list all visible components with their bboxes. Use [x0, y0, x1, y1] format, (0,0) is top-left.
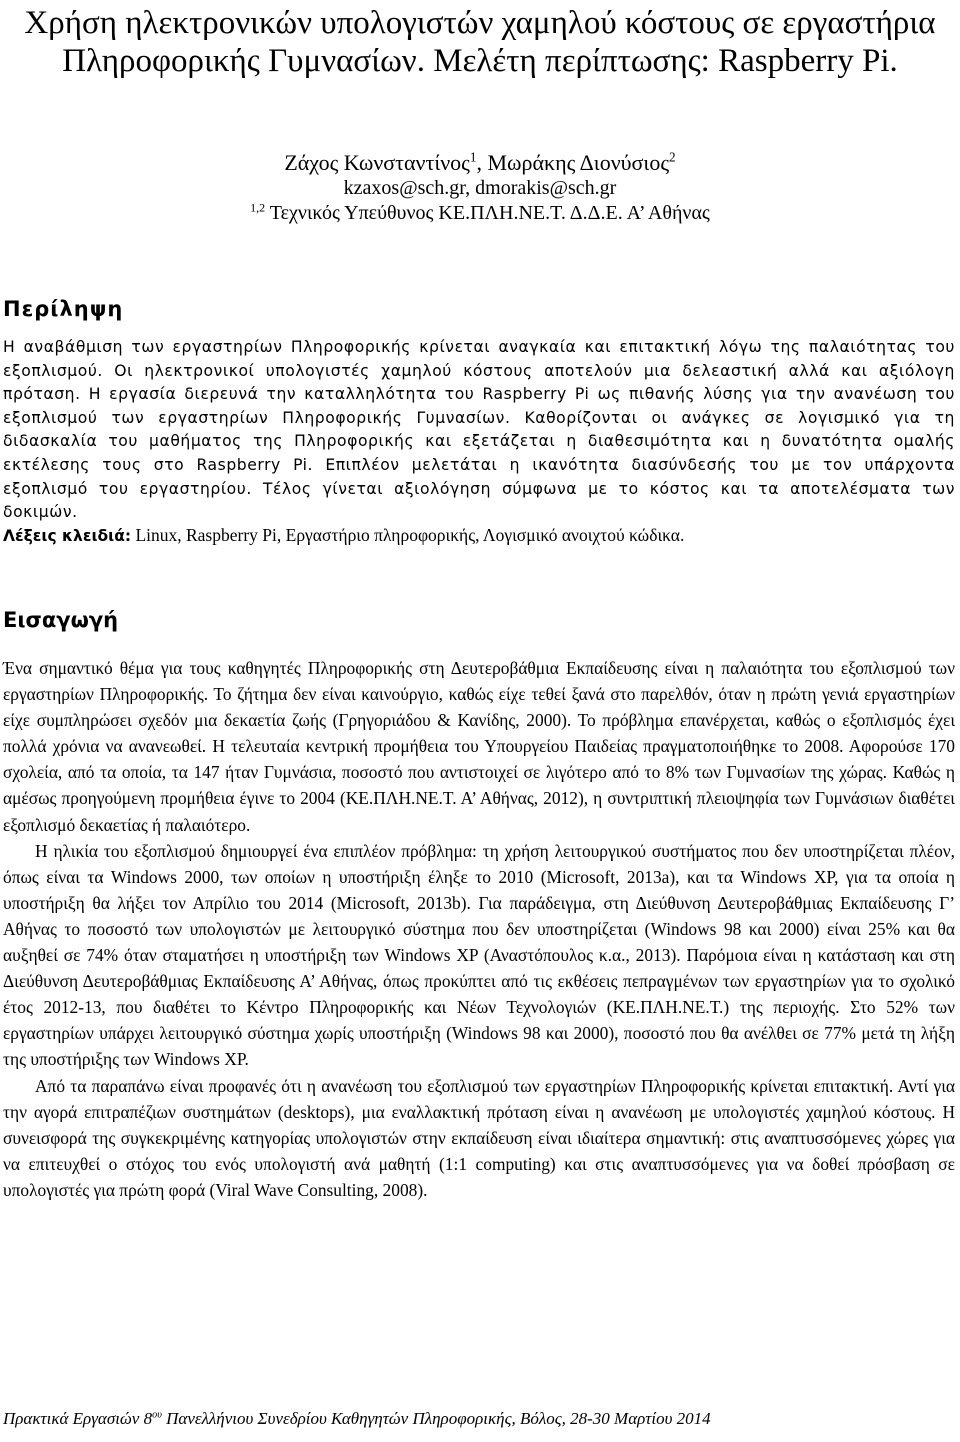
keywords-text: Linux, Raspberry Pi, Εργαστήριο πληροφορικής, Λογισμικό ανοιχτού κώδικα.	[131, 525, 685, 545]
author-1: Ζάχος Κωνσταντίνος	[284, 150, 470, 175]
affiliation-line	[0, 201, 960, 225]
introduction-heading: Εισαγωγή	[3, 608, 119, 632]
introduction-body	[3, 655, 955, 1203]
footer-ordinal: ου	[152, 1409, 162, 1421]
paper-title: Χρήση ηλεκτρονικών υπολογιστών χαμηλού κόστους σε εργαστήρια Πληροφορικής Γυμνασίων. Μελέτη περίπτωσης: Raspberry Pi.	[24, 5, 936, 79]
abstract-text: Η αναβάθμιση των εργαστηρίων Πληροφορικής κρίνεται αναγκαία και επιτακτική λόγω της παλαιότητας του εξοπλισμού. Οι ηλεκτρονικοί υπολογιστές χαμηλού κόστους αποτελούν μια δελεαστική αλλά και αξιόλογη πρόταση. Η εργασία διερευνά την καταλληλότητα του Raspberry Pi ως πιθανής λύσης για την ανανέωση του εξοπλισμού των εργαστηρίων Πληροφορικής Γυμνασίων. Καθορίζονται οι ανάγκες σε λογισμικό για τη διδασκαλία του μαθήματος της Πληροφορικής και εξετάζεται η διαθεσιμότητα και η δυνατότητα ομαλής εκτέλεσης τους στο Raspberry Pi. Επιπλέον μελετάται η ικανότητα διασύνδεσής του με τον υπάρχοντα εξοπλισμό του εργαστηρίου. Τέλος γίνεται αξιολόγηση σύμφωνα με το κόστος και τα αποτελέσματα των δοκιμών.	[3, 338, 955, 522]
footer-text-start: Πρακτικά Εργασιών 8	[3, 1409, 153, 1428]
author-2: Μωράκης Διονύσιος	[487, 150, 670, 175]
keywords-label: Λέξεις κλειδιά:	[3, 527, 132, 545]
author-separator: ,	[476, 150, 488, 175]
author-1-affiliation-mark: 1	[469, 149, 477, 165]
author-emails: kzaxos@sch.gr, dmorakis@sch.gr	[343, 177, 617, 199]
footer-text-end: Πανελλήνιου Συνεδρίου Καθηγητών Πληροφορικής, Βόλος, 28-30 Μαρτίου 2014	[161, 1409, 711, 1428]
affiliation-mark: 1,2	[250, 200, 266, 215]
abstract-heading: Περίληψη	[3, 297, 124, 321]
keywords-line	[3, 523, 955, 548]
intro-paragraph-1: Ένα σημαντικό θέμα για τους καθηγητές Πληροφορικής στη Δευτεροβάθμια Εκπαίδευσης είναι η παλαιότητα του εξοπλισμού των εργαστηρίων Πληροφορικής. Το ζήτημα δεν είναι καινούργιο, καθώς είχε τεθεί ξανά στο παρελθόν, όταν η πρώτη γενιά εργαστηρίων είχε συμπληρώσει σχεδόν μια δεκαετία ζωής (Γρηγοριάδου & Κανίδης, 2000). Το πρόβλημα επανέρχεται, καθώς ο εξοπλισμός έχει πολλά χρόνια να ανανεωθεί. Η τελευταία κεντρική προμήθεια του Υπουργείου Παιδείας πραγματοποιήθηκε το 2008. Αφορούσε 170 σχολεία, από τα οποία, τα 147 ήταν Γυμνάσια, ποσοστό που αντιστοιχεί σε λιγότερο από το 8% των Γυμνασίων της χώρας. Καθώς η αμέσως προηγούμενη προμήθεια έγινε το 2004 (ΚΕ.ΠΛΗ.ΝΕ.Τ. Α’ Αθήνας, 2012), η συντριπτική πλειοψηφία των Γυμνάσιων διαθέτει εξοπλισμό δεκαετίας ή παλαιότερο.	[3, 658, 955, 835]
affiliation-text: Τεχνικός Υπεύθυνος ΚΕ.ΠΛΗ.ΝΕ.Τ. Δ.Δ.Ε. Α’ Αθήνας	[269, 202, 710, 224]
intro-paragraph-2: Η ηλικία του εξοπλισμού δημιουργεί ένα επιπλέον πρόβλημα: τη χρήση λειτουργικού συστήματος που δεν υποστηρίζεται πλέον, όπως είναι τα Windows 2000, των οποίων η υποστήριξη έληξε το 2010 (Microsoft, 2013a), και τα Windows XP, για τα οποία η υποστήριξη θα λήξει τον Απρίλιο του 2014 (Microsoft, 2013b). Για παράδειγμα, στη Διεύθυνση Δευτεροβάθμιας Εκπαίδευσης Γ’ Αθήνας το ποσοστό των υπολογιστών με λειτουργικό σύστημα που δεν υποστηρίζεται (Windows 98 και 2000) είναι 25% και θα αυξηθεί σε 74% όταν σταματήσει η υποστήριξη των Windows XP (Αναστόπουλος κ.α., 2013). Παρόμοια είναι η κατάσταση και στη Διεύθυνση Δευτεροβάθμιας Εκπαίδευσης Α’ Αθήνας, όπως προκύπτει από τις εκθέσεις πεπραγμένων των εργαστηρίων για το σχολικό έτος 2012-13, που διαθέτει το Κέντρο Πληροφορικής και Νέων Τεχνολογιών (ΚΕ.ΠΛΗ.ΝΕ.Τ.) της περιοχής. Στο 52% των εργαστηρίων υπάρχει λειτουργικό σύστημα χωρίς υποστήριξη (Windows 98 και 2000), ποσοστό που θα ανέλθει σε 77% μετά τη λήξη της υποστήριξης των Windows XP.	[3, 840, 955, 1070]
page-footer	[3, 1408, 955, 1430]
intro-paragraph-3: Από τα παραπάνω είναι προφανές ότι η ανανέωση του εξοπλισμού των εργαστηρίων Πληροφορικής κρίνεται επιτακτική. Αντί για την αγορά επιτραπέζιων συστημάτων (desktops), μια εναλλακτική πρόταση είναι η ανανέωση με υπολογιστές χαμηλού κόστους. Η συνεισφορά της συγκεκριμένης κατηγορίας υπολογιστών στην εκπαίδευση είναι ιδιαίτερα σημαντική: στις αναπτυσσόμενες χώρες για να επιτευχθεί ο στόχος του ενός υπολογιστή ανά μαθητή (1:1 computing) και στις αναπτυσσόμενες για να δοθεί πρόσβαση σε υπολογιστές για πρώτη φορά (Viral Wave Consulting, 2008).	[3, 1075, 955, 1200]
author-2-affiliation-mark: 2	[669, 149, 676, 165]
authors-line	[0, 150, 960, 176]
